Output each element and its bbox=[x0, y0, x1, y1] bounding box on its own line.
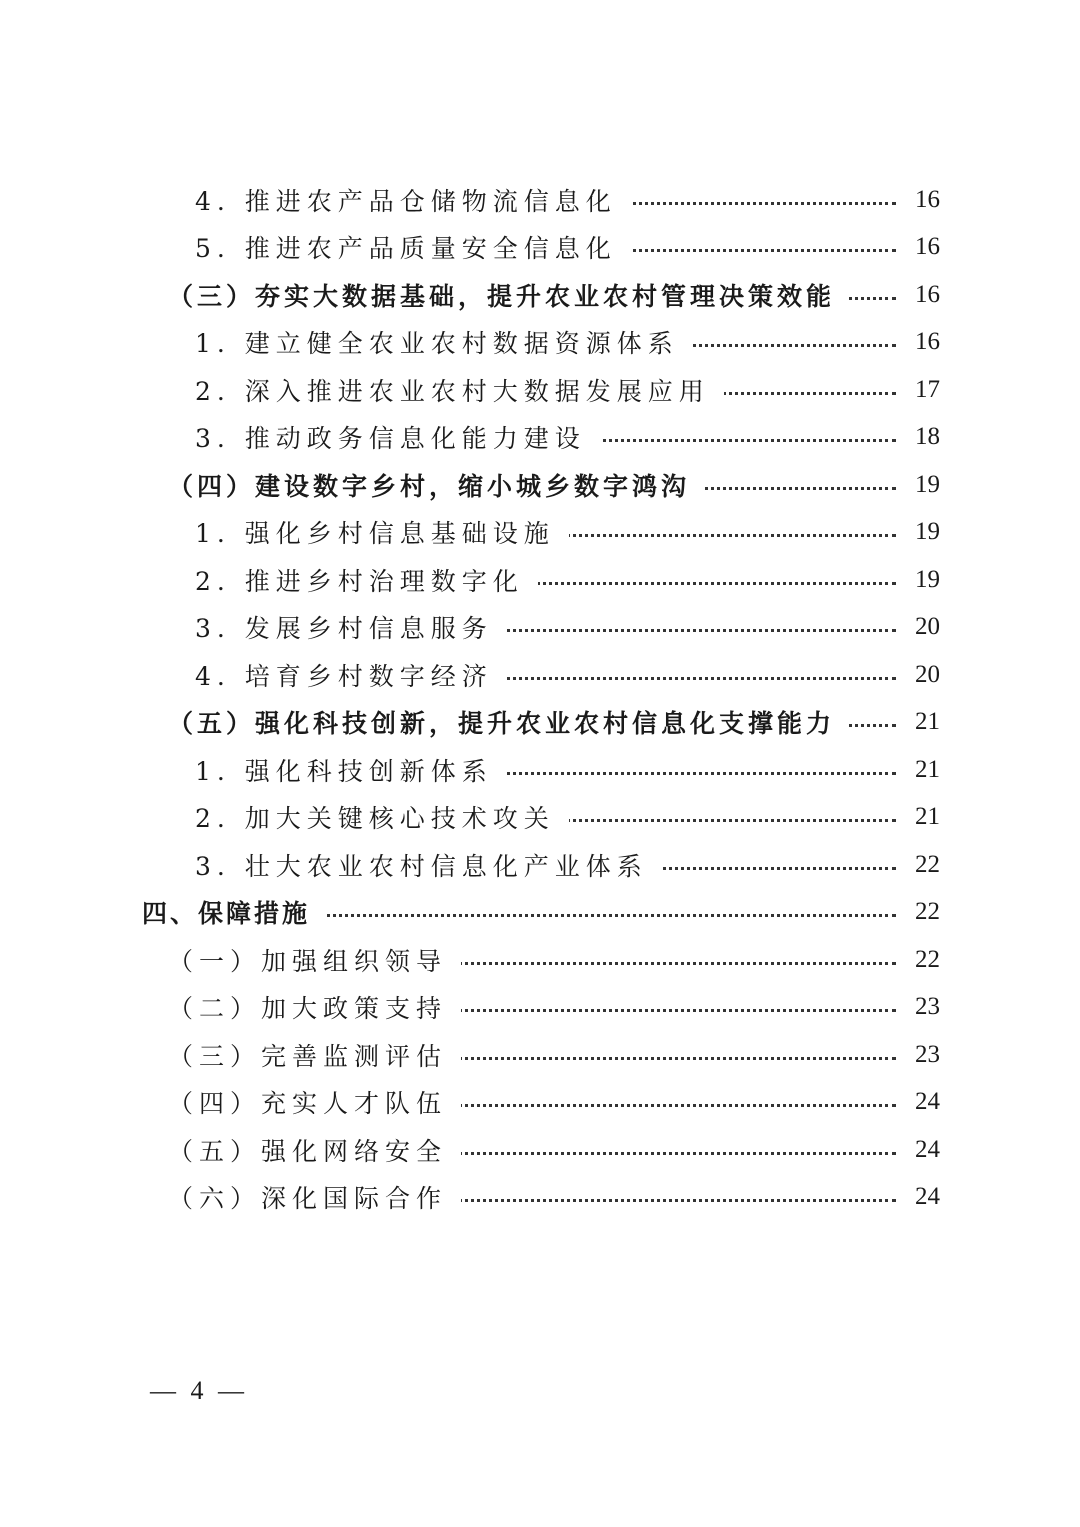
toc-entry[interactable] bbox=[0, 271, 1080, 319]
toc-entry-page: 16 bbox=[896, 328, 940, 356]
toc-entry-page: 20 bbox=[896, 613, 940, 641]
toc-entry[interactable] bbox=[0, 699, 1080, 747]
toc-entry[interactable] bbox=[0, 1079, 1080, 1127]
toc-entry-label: （三）完善监测评估 bbox=[0, 1037, 461, 1073]
toc-entry[interactable] bbox=[0, 176, 1080, 224]
toc-entry-label: 3. 壮大农业农村信息化产业体系 bbox=[0, 847, 662, 883]
toc-entry[interactable] bbox=[0, 746, 1080, 794]
toc-entry-page: 16 bbox=[896, 186, 940, 214]
toc-entry[interactable] bbox=[0, 1174, 1080, 1222]
toc-entry[interactable] bbox=[0, 841, 1080, 889]
toc-entry[interactable] bbox=[0, 651, 1080, 699]
toc-entry-page: 23 bbox=[896, 1041, 940, 1069]
toc-entry-label: 4. 推进农产品仓储物流信息化 bbox=[0, 182, 631, 218]
toc-entry-label: 2. 深入推进农业农村大数据发展应用 bbox=[0, 372, 724, 408]
toc-entry-label: 3. 发展乡村信息服务 bbox=[0, 609, 507, 645]
page-number: — 4 — bbox=[150, 1376, 248, 1405]
toc-entry[interactable] bbox=[0, 414, 1080, 462]
toc-entry-page: 24 bbox=[896, 1136, 940, 1164]
toc-entry-page: 23 bbox=[896, 993, 940, 1021]
toc-entry[interactable] bbox=[0, 556, 1080, 604]
toc-entry[interactable] bbox=[0, 984, 1080, 1032]
toc-entry[interactable] bbox=[0, 889, 1080, 937]
toc-entry-page: 21 bbox=[896, 803, 940, 831]
toc-entry-page: 16 bbox=[896, 233, 940, 261]
toc-entry-page: 17 bbox=[896, 376, 940, 404]
toc-entry-page: 19 bbox=[896, 518, 940, 546]
toc-entry-page: 19 bbox=[896, 566, 940, 594]
toc-entry[interactable] bbox=[0, 794, 1080, 842]
toc-entry[interactable] bbox=[0, 461, 1080, 509]
toc-entry[interactable] bbox=[0, 1031, 1080, 1079]
toc-entry-page: 22 bbox=[896, 851, 940, 879]
toc-entry-label: 2. 推进乡村治理数字化 bbox=[0, 562, 538, 598]
toc-entry-page: 18 bbox=[896, 423, 940, 451]
toc-entry-page: 21 bbox=[896, 708, 940, 736]
toc-entry-page: 22 bbox=[896, 898, 940, 926]
toc-entry-label: （四）建设数字乡村，缩小城乡数字鸿沟 bbox=[0, 467, 704, 503]
table-of-contents bbox=[0, 176, 1080, 1221]
toc-entry-label: 5. 推进农产品质量安全信息化 bbox=[0, 229, 631, 265]
toc-entry-label: 3. 推动政务信息化能力建设 bbox=[0, 419, 600, 455]
toc-entry-label: 1. 强化乡村信息基础设施 bbox=[0, 514, 569, 550]
toc-entry-page: 21 bbox=[896, 756, 940, 784]
toc-entry[interactable] bbox=[0, 224, 1080, 272]
toc-entry[interactable] bbox=[0, 936, 1080, 984]
toc-entry-page: 24 bbox=[896, 1088, 940, 1116]
toc-entry[interactable] bbox=[0, 509, 1080, 557]
toc-entry-label: （四）充实人才队伍 bbox=[0, 1084, 461, 1120]
toc-entry[interactable] bbox=[0, 1126, 1080, 1174]
toc-entry-label: 1. 强化科技创新体系 bbox=[0, 752, 507, 788]
toc-entry[interactable] bbox=[0, 604, 1080, 652]
toc-entry-page: 16 bbox=[896, 281, 940, 309]
toc-entry-label: （六）深化国际合作 bbox=[0, 1179, 461, 1215]
toc-entry-label: （一）加强组织领导 bbox=[0, 942, 461, 978]
toc-entry-page: 22 bbox=[896, 946, 940, 974]
toc-entry-label: （五）强化科技创新，提升农业农村信息化支撑能力 bbox=[0, 704, 849, 740]
toc-entry[interactable] bbox=[0, 319, 1080, 367]
toc-entry-page: 19 bbox=[896, 471, 940, 499]
toc-entry-label: （二）加大政策支持 bbox=[0, 989, 461, 1025]
toc-entry-label: （三）夯实大数据基础，提升农业农村管理决策效能 bbox=[0, 277, 849, 313]
toc-entry-page: 20 bbox=[896, 661, 940, 689]
toc-entry-label: 4. 培育乡村数字经济 bbox=[0, 657, 507, 693]
toc-entry-label: 2. 加大关键核心技术攻关 bbox=[0, 799, 569, 835]
toc-entry-page: 24 bbox=[896, 1183, 940, 1211]
toc-entry-label: 1. 建立健全农业农村数据资源体系 bbox=[0, 324, 693, 360]
toc-entry-label: 四、保障措施 bbox=[0, 894, 324, 930]
toc-entry-label: （五）强化网络安全 bbox=[0, 1132, 461, 1168]
toc-entry[interactable] bbox=[0, 366, 1080, 414]
